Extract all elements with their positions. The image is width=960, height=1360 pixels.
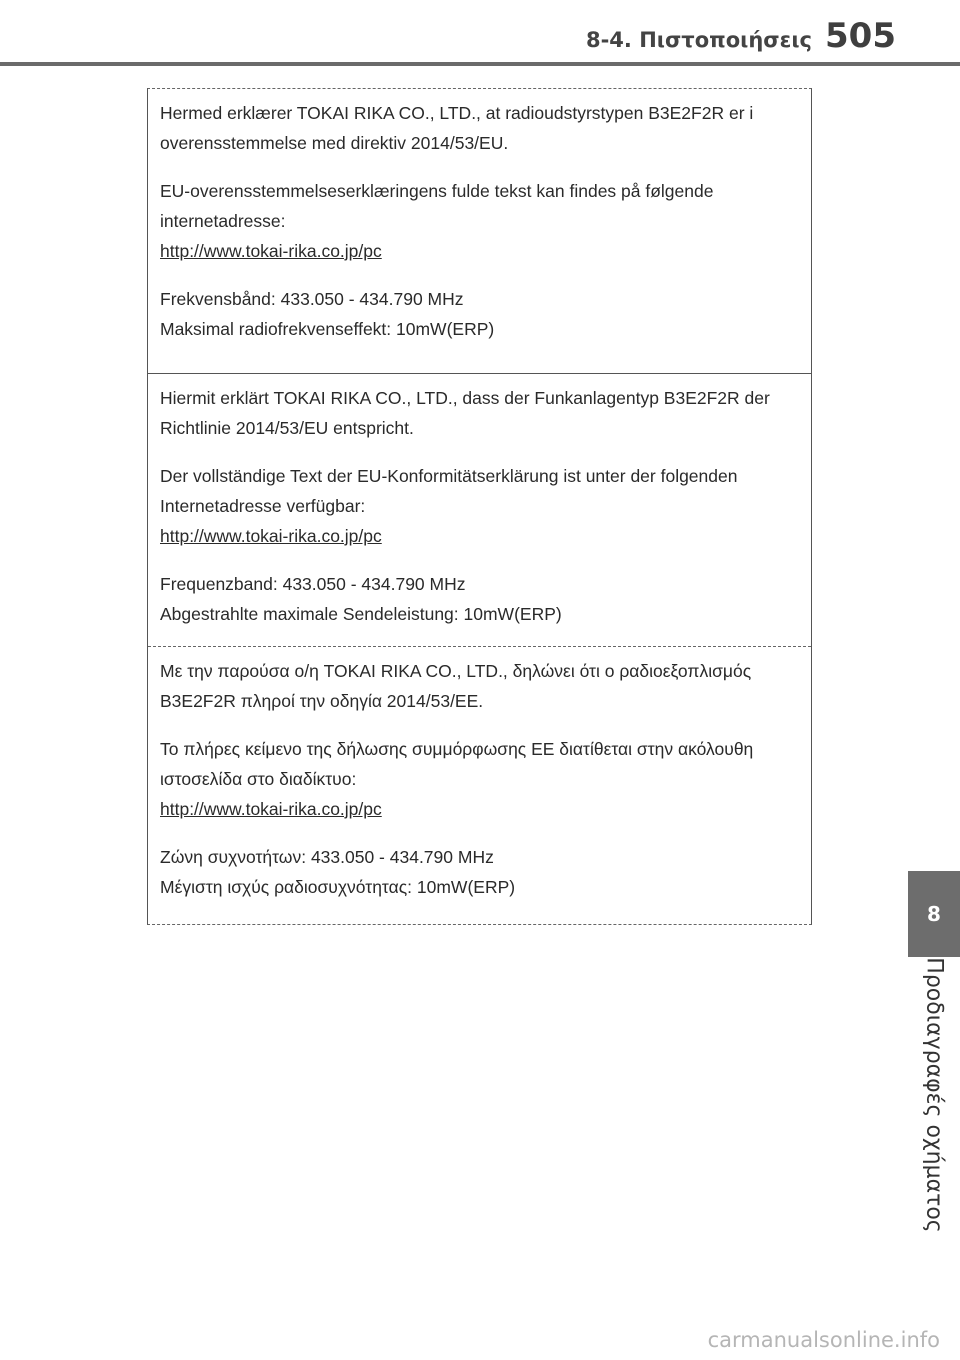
declaration-text: Hermed erklærer TOKAI RIKA CO., LTD., at radioudstyrstypen B3E2F2R er i overensstemmelse med direktiv 2014/53/EU. [160, 103, 754, 153]
availability-text: EU-overensstemmelseserklæringens fulde tekst kan findes på følgende internetadresse: [160, 181, 714, 231]
page-header [0, 0, 960, 62]
certification-box [147, 88, 812, 925]
chapter-number-tab[interactable]: 8 [908, 871, 960, 957]
availability-text: Το πλήρες κείμενο της δήλωσης συμμόρφωσης ΕΕ διατίθεται στην ακόλουθη ιστοσελίδα στο διαδίκτυο: [160, 739, 754, 789]
availability-text: Der vollständige Text der EU-Konformitätserklärung ist unter der folgenden Internetadresse verfügbar: [160, 466, 738, 516]
frequency-band-text: Frekvensbånd: 433.050 - 434.790 MHz [160, 289, 464, 309]
page-number: 505 [825, 16, 896, 56]
max-power-text: Μέγιστη ισχύς ραδιοσυχνότητας: 10mW(ERP) [160, 877, 516, 897]
chapter-label: Προδιαγραφές οχήματος [921, 957, 947, 1233]
declaration-url-link[interactable]: http://www.tokai-rika.co.jp/pc [160, 241, 382, 261]
watermark: carmanualsonline.info [707, 1328, 940, 1352]
declaration-url-link[interactable]: http://www.tokai-rika.co.jp/pc [160, 526, 382, 546]
header-divider [0, 62, 960, 66]
declaration-block-greek [148, 646, 811, 924]
section-title: 8-4. Πιστοποιήσεις [585, 28, 812, 52]
declaration-url-link[interactable]: http://www.tokai-rika.co.jp/pc [160, 799, 382, 819]
max-power-text: Abgestrahlte maximale Sendeleistung: 10mW(ERP) [160, 604, 562, 624]
declaration-block-danish [148, 89, 811, 373]
frequency-band-text: Ζώνη συχνοτήτων: 433.050 - 434.790 MHz [160, 847, 494, 867]
declaration-text: Hiermit erklärt TOKAI RIKA CO., LTD., dass der Funkanlagentyp B3E2F2R der Richtlinie 2014/53/EU entspricht. [160, 388, 770, 438]
frequency-band-text: Frequenzband: 433.050 - 434.790 MHz [160, 574, 466, 594]
declaration-block-german [148, 373, 811, 646]
declaration-text: Με την παρούσα ο/η TOKAI RIKA CO., LTD., δηλώνει ότι ο ραδιοεξοπλισμός B3E2F2R πληροί την οδηγία 2014/53/ΕΕ. [160, 661, 752, 711]
max-power-text: Maksimal radiofrekvenseffekt: 10mW(ERP) [160, 319, 495, 339]
